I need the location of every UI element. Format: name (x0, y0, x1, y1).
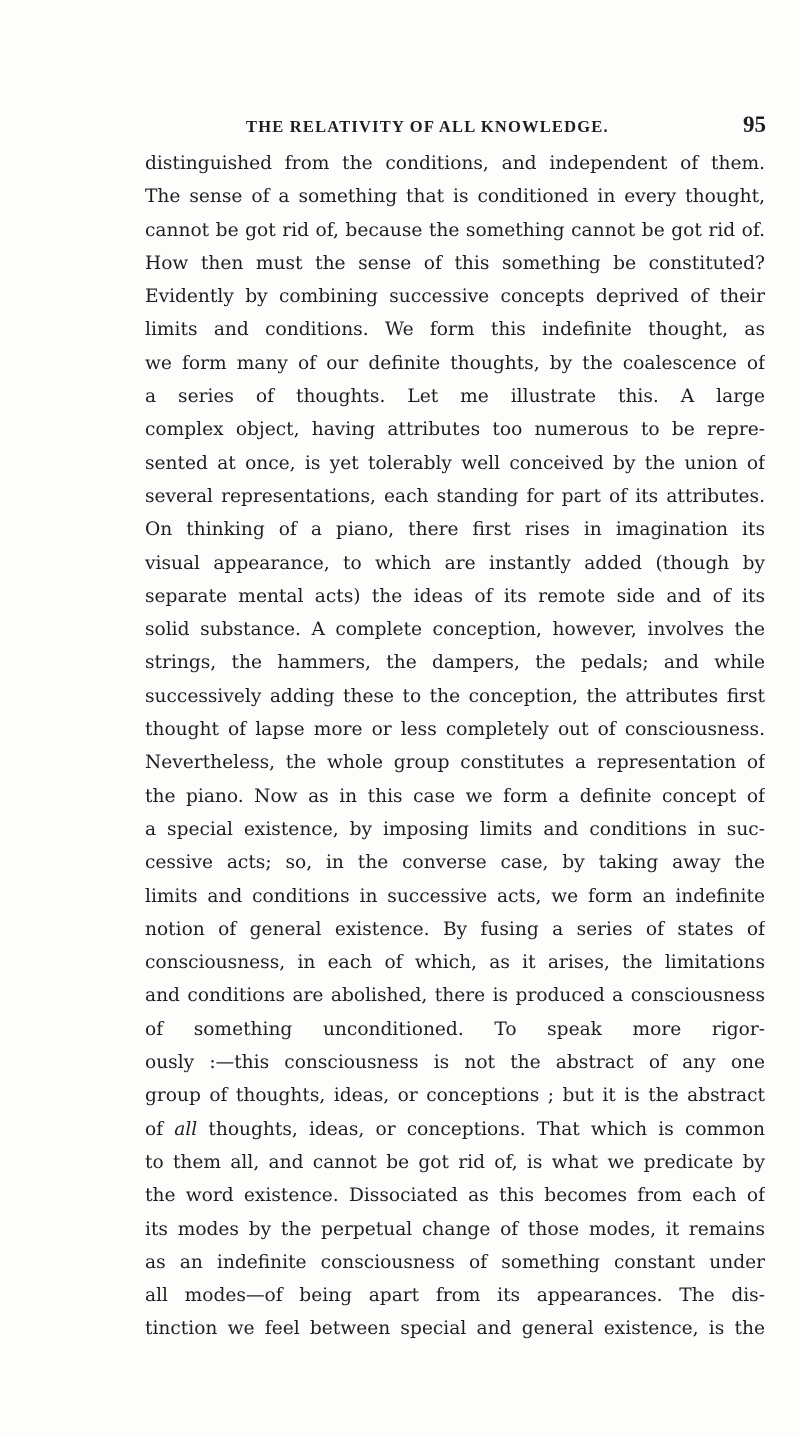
text-line: notion of general existence. By fusing a series of states of (145, 918, 765, 940)
text-line: ously :—this consciousness is not the abstract of any one (145, 1052, 765, 1074)
running-title: THE RELATIVITY OF ALL KNOWLEDGE. (246, 117, 609, 136)
text-line: of something unconditioned. To speak more rigor- (145, 1018, 765, 1040)
text-line: its modes by the perpetual change of those modes, it remains (145, 1218, 765, 1240)
text-line: strings, the hammers, the dampers, the pedals; and while (145, 652, 765, 674)
text-line: several representations, each standing for part of its attributes. (145, 485, 765, 507)
text-line: successively adding these to the conception, the attributes first (145, 685, 765, 707)
text-line: the piano. Now as in this case we form a definite concept of (145, 785, 765, 807)
text-line: all modes—of being apart from its appearances. The dis- (145, 1285, 765, 1307)
page-number: 95 (743, 112, 766, 137)
running-head (146, 112, 766, 141)
text-line: sented at once, is yet tolerably well conceived by the union of (145, 452, 765, 474)
text-line: tinction we feel between special and general existence, is the (145, 1318, 765, 1340)
text-line-with-italic (145, 1113, 765, 1146)
text-line: Evidently by combining successive concepts deprived of their (145, 286, 765, 308)
text-line: the word existence. Dissociated as this becomes from each of (145, 1185, 765, 1207)
text-line: solid substance. A complete conception, however, involves the (145, 619, 765, 641)
text-line: How then must the sense of this something be constituted? (145, 252, 765, 274)
text-line: we form many of our definite thoughts, by the coalescence of (145, 352, 765, 374)
text-line: to them all, and cannot be got rid of, is what we predicate by (145, 1151, 765, 1173)
body-text (145, 147, 765, 1346)
text-line: group of thoughts, ideas, or conceptions ; but it is the abstract (145, 1085, 765, 1107)
text-line: complex object, having attributes too numerous to be repre- (145, 419, 765, 441)
italic-word: all (174, 1118, 198, 1140)
text-line: cessive acts; so, in the converse case, by taking away the (145, 852, 765, 874)
text-line: as an indefinite consciousness of something constant under (145, 1251, 765, 1273)
text-line: Nevertheless, the whole group constitutes a representation of (145, 752, 765, 774)
text-line: and conditions are abolished, there is produced a consciousness (145, 985, 765, 1007)
text-line: limits and conditions. We form this indefinite thought, as (145, 319, 765, 341)
text-line: cannot be got rid of, because the something cannot be got rid of. (145, 219, 765, 241)
text-line: a series of thoughts. Let me illustrate this. A large (145, 386, 765, 408)
text-line: a special existence, by imposing limits and conditions in suc- (145, 818, 765, 840)
text-line: consciousness, in each of which, as it arises, the limitations (145, 952, 765, 974)
text-line: thought of lapse more or less completely out of consciousness. (145, 719, 765, 741)
text-line: separate mental acts) the ideas of its remote side and of its (145, 585, 765, 607)
text-line: The sense of a something that is conditioned in every thought, (145, 186, 765, 208)
text-line: On thinking of a piano, there first rises in imagination its (145, 519, 765, 541)
text-line: limits and conditions in successive acts, we form an indefinite (145, 885, 765, 907)
text-line: distinguished from the conditions, and independent of them. (145, 153, 765, 174)
text-line: visual appearance, to which are instantly added (though by (145, 552, 765, 574)
line-fragment: of (145, 1118, 175, 1140)
line-fragment: thoughts, ideas, or conceptions. That which is common (197, 1118, 765, 1140)
